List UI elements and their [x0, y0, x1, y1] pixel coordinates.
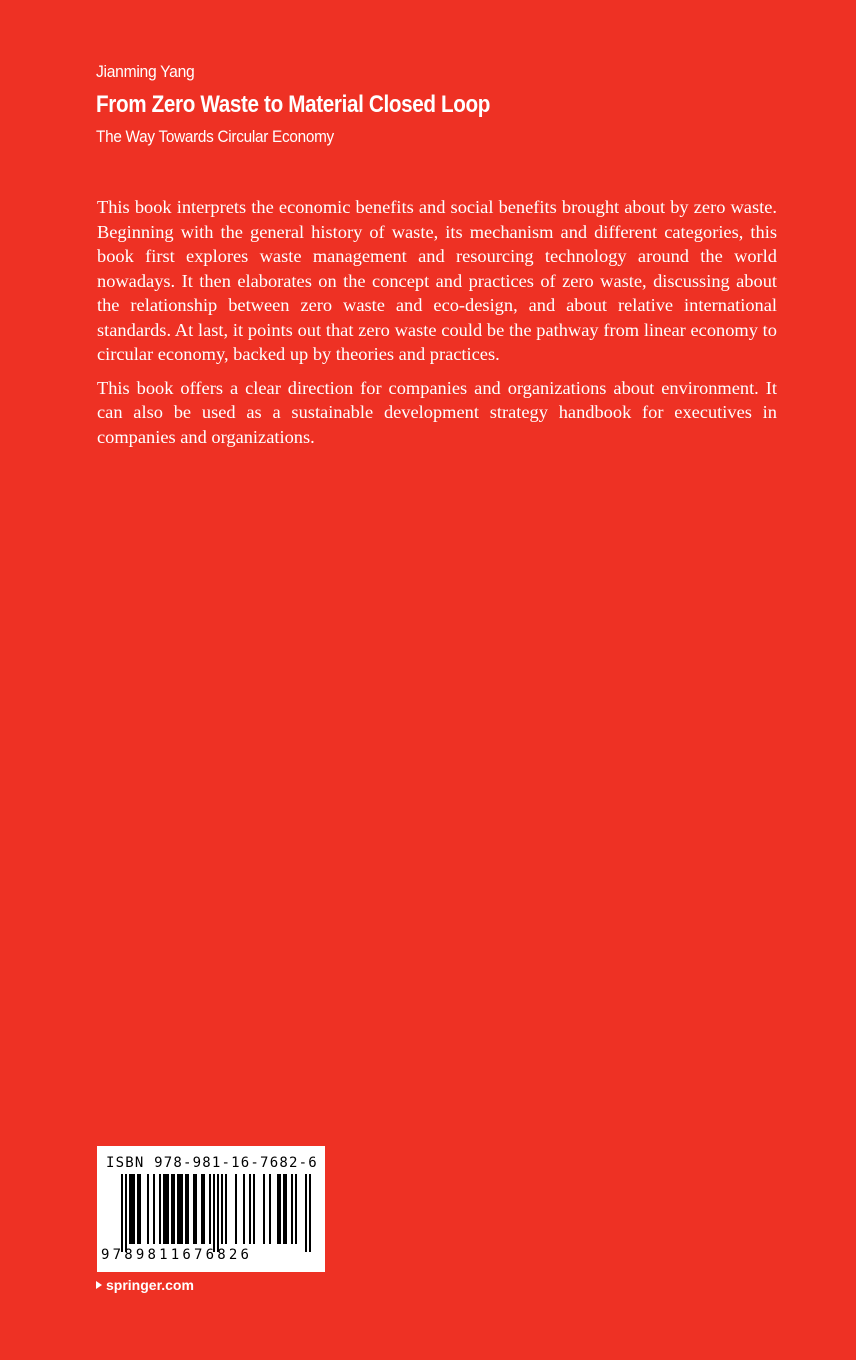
barcode-bar — [285, 1174, 287, 1244]
barcode-bar — [171, 1174, 173, 1244]
barcode-bar — [187, 1174, 189, 1244]
barcode-bar — [253, 1174, 255, 1244]
barcode-bar — [125, 1174, 127, 1252]
barcode-bar — [221, 1174, 223, 1244]
book-subtitle: The Way Towards Circular Economy — [96, 127, 334, 146]
barcode-bar — [203, 1174, 205, 1244]
isbn-barcode — [97, 1146, 325, 1272]
barcode-bar — [185, 1174, 187, 1244]
barcode-bar — [131, 1174, 133, 1244]
barcode-bar — [279, 1174, 281, 1244]
ean-digits: 9789811676826 — [101, 1247, 253, 1263]
barcode-bar — [153, 1174, 155, 1244]
publisher-link-text: springer.com — [106, 1277, 194, 1293]
barcode-bar — [137, 1174, 139, 1244]
barcode-bar — [249, 1174, 251, 1244]
triangle-right-icon — [96, 1281, 102, 1289]
book-description — [97, 195, 777, 458]
description-paragraph: This book offers a clear direction for companies and organizations about environment. It can also be used as a sustainable development strategy handbook for executives in companies and organizations. — [97, 377, 777, 447]
barcode-bar — [165, 1174, 167, 1244]
barcode-bar — [173, 1174, 175, 1244]
barcode-bar — [177, 1174, 179, 1244]
barcode-bar — [195, 1174, 197, 1244]
barcode-bar — [295, 1174, 297, 1244]
barcode-bar — [193, 1174, 195, 1244]
barcode-bar — [225, 1174, 227, 1244]
barcode-bar — [217, 1174, 219, 1252]
description-paragraph: This book interprets the economic benefits and social benefits brought about by zero waste. Beginning with the general history of waste, its mechanism and different categories, this book first explores waste management and resourcing technology around the world nowadays. It then elaborates on the concept and practices of zero waste, discussing about the relationship between zero waste and eco-design, and about relative international standards. At last, it points out that zero waste could be the pathway from linear economy to circular economy, backed up by theories and practices. — [97, 197, 777, 364]
barcode-bar — [129, 1174, 131, 1244]
book-title: From Zero Waste to Material Closed Loop — [96, 91, 491, 118]
barcode-bar — [309, 1174, 311, 1252]
isbn-label: ISBN 978-981-16-7682-6 — [106, 1155, 318, 1171]
barcode-bar — [159, 1174, 161, 1244]
barcode-bar — [291, 1174, 293, 1244]
barcode-bar — [147, 1174, 149, 1244]
barcode-bar — [121, 1174, 123, 1252]
barcode-bar — [263, 1174, 265, 1244]
barcode-bar — [209, 1174, 211, 1244]
barcode-bar — [133, 1174, 135, 1244]
barcode-bar — [181, 1174, 183, 1244]
barcode-bar — [139, 1174, 141, 1244]
barcode-bar — [283, 1174, 285, 1244]
barcode-bar — [235, 1174, 237, 1244]
barcode-bar — [269, 1174, 271, 1244]
barcode-bar — [305, 1174, 307, 1252]
barcode-bar — [277, 1174, 279, 1244]
barcode-bar — [243, 1174, 245, 1244]
barcode-bar — [179, 1174, 181, 1244]
barcode-bar — [201, 1174, 203, 1244]
publisher-link[interactable] — [96, 1277, 194, 1293]
barcode-bar — [167, 1174, 169, 1244]
barcode-bar — [163, 1174, 165, 1244]
barcode-bar — [213, 1174, 215, 1252]
author-name: Jianming Yang — [96, 62, 195, 81]
